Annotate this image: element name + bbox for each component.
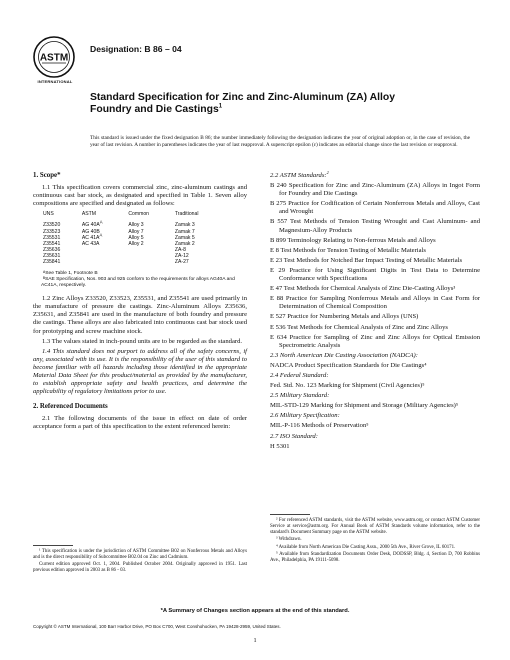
cell-uns: Z35636 xyxy=(43,246,61,253)
reference-item: NADCA Product Specification Standards for Die Castings⁴ xyxy=(270,361,427,369)
footnote: ⁴ Available from North American Die Casting Assn., 2000 5th Ave., River Grove, IL 60171. xyxy=(276,544,456,550)
footnote: Current edition approved Oct. 1, 2004. Published October 2004. Originally approved in 1951. Last previous edition approved in 2003 as B 86 - 03. xyxy=(33,562,247,574)
designation: Designation: B 86 – 04 xyxy=(90,44,182,54)
cell-traditional: Zamak 5 xyxy=(174,234,195,241)
reference-item: MIL-P-116 Methods of Preservation⁵ xyxy=(270,422,369,430)
footnote: ² For referenced ASTM standards, visit the ASTM website, www.astm.org, or contact ASTM Customer Service at service@astm.org. For Annual Book of ASTM Standards volume information, refer to the standard's Document Summary page on the ASTM website. xyxy=(270,518,480,535)
cell-uns: Z35531 xyxy=(43,234,61,241)
astm-value: AC 41A xyxy=(81,234,100,241)
col-header-traditional: Traditional xyxy=(174,211,199,218)
footnote: ³ Withdrawn. xyxy=(276,537,302,543)
cell-traditional: ZA-8 xyxy=(174,246,186,253)
cell-uns: Z35631 xyxy=(43,252,61,259)
astm-value: AG 40A xyxy=(81,222,100,229)
reference-item: B 899 Terminology Relating to Non-ferrous Metals and Alloys xyxy=(270,236,436,244)
reference-item: B 275 Practice for Codification of Certain Nonferrous Metals and Alloys, Cast and Wrought xyxy=(270,200,480,216)
reference-item: E 29 Practice for Using Significant Digits in Test Data to Determine Conformance with Specifications xyxy=(270,266,480,283)
cell-uns: Z33523 xyxy=(43,228,61,235)
col-header-astm: ASTM xyxy=(81,211,97,218)
footnote-marker: 2 xyxy=(326,169,329,175)
referenced-documents-heading: 2. Referenced Documents xyxy=(33,403,108,411)
alloy-table-header-row xyxy=(43,211,228,222)
federal-standard-heading: 2.4 Federal Standard: xyxy=(270,371,329,379)
cell-common: Alloy 2 xyxy=(128,240,144,247)
footnotes-right xyxy=(270,518,480,565)
astm-standards-heading-text: 2.2 ASTM Standards: xyxy=(270,172,327,179)
cell-astm: AG 40B xyxy=(81,228,100,235)
military-specification-heading: 2.6 Military Specification: xyxy=(270,412,340,420)
cell-uns: Z35841 xyxy=(43,259,61,266)
logo-caption: INTERNATIONAL xyxy=(37,79,73,84)
scope-paragraph-1-1: 1.1 This specification covers commercial zinc, zinc-aluminum castings and continuous cast bar stock, as designated and specified in Table 1. Seven alloy compositions are specified and designated as follows: xyxy=(33,184,247,208)
title-text: Standard Specification for Zinc and Zinc-Aluminum (ZA) Alloy Foundry and Die Castings xyxy=(90,92,395,116)
col-header-common: Common xyxy=(128,211,150,218)
scope-paragraph-1-3: 1.3 The values stated in inch-pound units are to be regarded as the standard. xyxy=(42,337,243,345)
table-row xyxy=(43,259,228,265)
cell-common xyxy=(128,259,175,265)
svg-text:ASTM: ASTM xyxy=(39,52,69,64)
footnote-marker: A xyxy=(99,231,103,237)
reference-item: Fed. Std. No. 123 Marking for Shipment (Civil Agencies)⁵ xyxy=(270,382,425,390)
reference-item: E 8 Test Methods for Tension Testing of Metallic Materials xyxy=(270,246,426,254)
issuance-notice: This standard is issued under the fixed designation B 86; the number immediately following the designation indicates the year of original adoption or, in the case of revision, the year of last revision. A number in parentheses indicates the year of last reapproval. A superscript epsilon (ε) indicates an editorial change since the last revision or reapproval. xyxy=(90,135,470,148)
footnote-marker: A xyxy=(99,219,103,225)
reference-item: E 527 Practice for Numbering Metals and Alloys (UNS) xyxy=(270,313,419,321)
summary-of-changes-note: *A Summary of Changes section appears at the end of this standard. xyxy=(160,608,350,614)
reference-item: B 557 Test Methods of Tension Testing Wrought and Cast Aluminum- and Magnesium-Alloy Products xyxy=(270,218,480,234)
table-footnotes xyxy=(41,271,247,289)
page-title xyxy=(90,92,420,116)
col-header-uns: UNS xyxy=(43,211,54,218)
cell-traditional: Zamak 2 xyxy=(174,240,195,247)
title-footnote-ref: 1 xyxy=(218,103,223,110)
reference-item: B 240 Specification for Zinc and Zinc-Aluminum (ZA) Alloys in Ingot Form for Foundry and Die Castings xyxy=(270,182,480,198)
copyright-line: Copyright © ASTM International, 100 Barr Harbor Drive, PO Box C700, West Conshohocken, PA 19428-2959, United States. xyxy=(33,624,281,629)
military-standard-heading: 2.5 Military Standard: xyxy=(270,392,330,400)
cell-traditional: ZA-12 xyxy=(174,252,189,259)
table-note-b: ᴮSAE Specification, Nos. 903 and 925 conform to the requirements for alloys AG40A and AC41A, respectively. xyxy=(41,277,235,289)
cell-common: Alloy 7 xyxy=(128,228,144,235)
reference-item: E 536 Test Methods for Chemical Analysis of Zinc and Zinc Alloys xyxy=(270,323,448,331)
alloy-designation-table xyxy=(43,211,228,265)
cell-traditional: Zamak 3 xyxy=(174,222,195,229)
table-note-a: ᴬSee Table 1, Footnote B xyxy=(43,271,98,277)
footnotes-left xyxy=(33,549,247,576)
page-number: 1 xyxy=(253,637,257,644)
nadca-heading: 2.3 North American Die Casting Association (NADCA): xyxy=(270,351,418,359)
footnote-rule-left xyxy=(33,545,73,546)
cell-traditional: ZA-27 xyxy=(174,259,189,266)
scope-paragraph-1-2: 1.2 Zinc Alloys Z33520, Z33523, Z35531, and Z35541 are used primarily in the manufacture of pressure die castings. Zinc-Aluminum Alloys Z35636, Z35631, and Z35841 are used in the manufacture of both foundry and pressure die castings. These alloys are also fabricated into continuous cast bar stock used for prototyping and screw machine stock. xyxy=(33,295,247,335)
astm-standards-heading xyxy=(270,169,480,180)
iso-standard-heading: 2.7 ISO Standard: xyxy=(270,432,318,440)
cell-common: Alloy 3 xyxy=(128,222,144,229)
cell-common: Alloy 5 xyxy=(128,234,144,241)
right-column xyxy=(270,169,480,453)
left-column xyxy=(33,172,247,434)
cell-uns: Z33520 xyxy=(43,222,61,229)
footnote-rule-right xyxy=(270,514,310,515)
scope-paragraph-1-4: 1.4 This standard does not purport to address all of the safety concerns, if any, associated with its use. It is the responsibility of the user of this standard to become familiar with all hazards including those identified in the appropriate Material Data Sheet for this product/material as provided by the manufacturer, to establish appropriate safety and health practices, and determine the applicability of regulatory limitations prior to use. xyxy=(33,347,247,396)
scope-heading: 1. Scope* xyxy=(33,172,61,179)
reference-item: E 88 Practice for Sampling Nonferrous Metals and Alloys in Cast Form for Determination of Chemical Composition xyxy=(270,295,480,311)
reference-item: H 5301 xyxy=(270,442,290,450)
cell-astm xyxy=(82,259,128,265)
reference-item: E 23 Test Methods for Notched Bar Impact Testing of Metallic Materials xyxy=(270,256,463,264)
reference-item: E 47 Test Methods for Chemical Analysis of Zinc Die-Casting Alloys³ xyxy=(270,285,456,293)
cell-uns: Z35541 xyxy=(43,240,61,247)
footnote: ⁵ Available from Standardization Documents Order Desk, DODSSP, Bldg. 4, Section D, 700 Robbins Ave., Philadelphia, PA 19111-5098. xyxy=(270,552,480,563)
cell-astm: AC 43A xyxy=(81,240,100,247)
astm-logo-icon xyxy=(33,36,75,78)
references-paragraph-2-1: 2.1 The following documents of the issue in effect on date of order acceptance form a part of this specification to the extent referenced herein: xyxy=(33,415,247,431)
reference-item: E 634 Practice for Sampling of Zinc and Zinc Alloys for Optical Emission Spectrometric Analysis xyxy=(270,333,480,349)
reference-item: MIL-STD-129 Marking for Shipment and Storage (Military Agencies)⁵ xyxy=(270,402,459,410)
cell-traditional: Zamak 7 xyxy=(174,228,195,235)
footnote: ¹ This specification is under the jurisdiction of ASTM Committee B02 on Nonferrous Metals and Alloys and is the direct responsibility of Subcommittee B02.04 on Zinc and Cadmium. xyxy=(33,549,247,560)
